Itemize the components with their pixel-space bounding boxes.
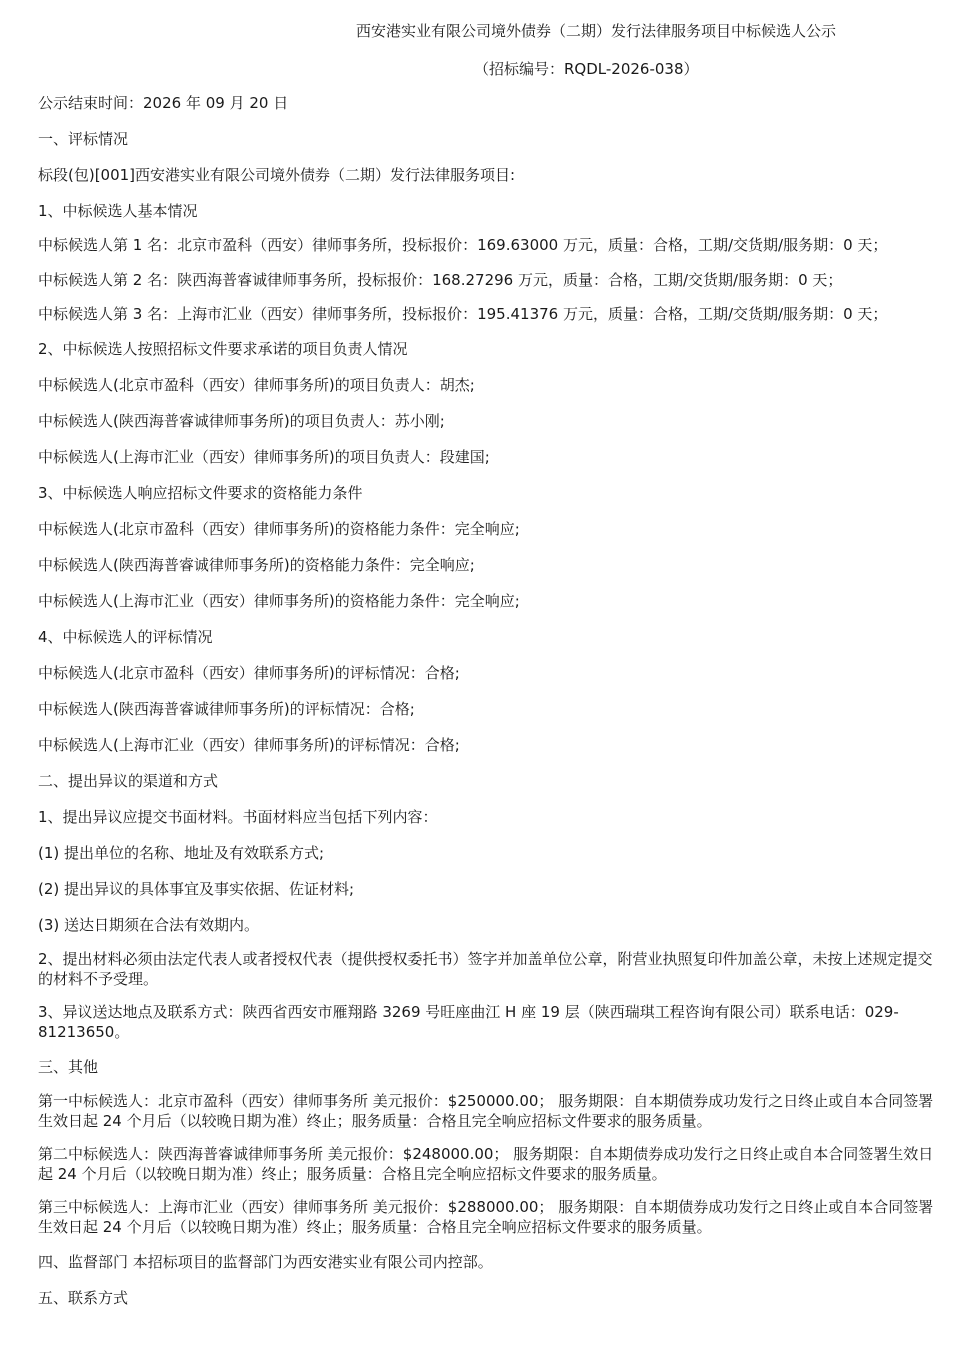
tender-number: （招标编号：RQDL-2026-038）	[474, 60, 699, 78]
document-title: 西安港实业有限公司境外债券（二期）发行法律服务项目中标候选人公示	[356, 22, 837, 40]
objection-item-1: 1、提出异议应提交书面材料。书面材料应当包括下列内容：	[38, 808, 438, 826]
qualification-1: 中标候选人(北京市盈科（西安）律师事务所)的资格能力条件：完全响应;	[38, 520, 520, 538]
evaluation-result-3: 中标候选人(上海市汇业（西安）律师事务所)的评标情况：合格;	[38, 736, 460, 754]
other-candidate-3: 第三中标候选人：上海市汇业（西安）律师事务所 美元报价：$288000.00； 服务期限：自本期债券成功发行之日终止或自本合同签署生效日起 24 个月后（以较晚日期为准）终止；服务质量：合格且完全响应招标文件要求的服务质量。	[38, 1198, 934, 1236]
section-heading-contact: 五、联系方式	[38, 1289, 129, 1307]
candidate-rank-3: 中标候选人第 3 名：上海市汇业（西安）律师事务所，投标报价：195.41376 万元，质量：合格，工期/交货期/服务期：0 天；	[38, 305, 888, 323]
publication-end-time: 公示结束时间：2026 年 09 月 20 日	[38, 94, 289, 112]
section-supervision: 四、监督部门 本招标项目的监督部门为西安港实业有限公司内控部。	[38, 1253, 493, 1271]
objection-item-1c: (3) 送达日期须在合法有效期内。	[38, 916, 260, 934]
subsection-heading-basic-info: 1、中标候选人基本情况	[38, 202, 198, 220]
project-leader-2: 中标候选人(陕西海普睿诚律师事务所)的项目负责人：苏小刚;	[38, 412, 445, 430]
evaluation-result-2: 中标候选人(陕西海普睿诚律师事务所)的评标情况：合格;	[38, 700, 415, 718]
subsection-heading-qualification: 3、中标候选人响应招标文件要求的资格能力条件	[38, 484, 363, 502]
subsection-heading-evaluation-result: 4、中标候选人的评标情况	[38, 628, 213, 646]
section-heading-other: 三、其他	[38, 1058, 99, 1076]
objection-item-2: 2、提出材料必须由法定代表人或者授权代表（提供授权委托书）签字并加盖单位公章，附营业执照复印件加盖公章，未按上述规定提交的材料不予受理。	[38, 950, 933, 988]
other-candidate-1: 第一中标候选人：北京市盈科（西安）律师事务所 美元报价：$250000.00； 服务期限：自本期债券成功发行之日终止或自本合同签署生效日起 24 个月后（以较晚日期为准）终止；服务质量：合格且完全响应招标文件要求的服务质量。	[38, 1092, 934, 1130]
objection-item-1b: (2) 提出异议的具体事宜及事实依据、佐证材料;	[38, 880, 355, 898]
objection-item-1a: (1) 提出单位的名称、地址及有效联系方式;	[38, 844, 325, 862]
candidate-rank-1: 中标候选人第 1 名：北京市盈科（西安）律师事务所，投标报价：169.63000 万元，质量：合格，工期/交货期/服务期：0 天；	[38, 236, 888, 254]
project-leader-1: 中标候选人(北京市盈科（西安）律师事务所)的项目负责人：胡杰;	[38, 376, 475, 394]
subsection-heading-project-leader: 2、中标候选人按照招标文件要求承诺的项目负责人情况	[38, 340, 408, 358]
section-heading-evaluation: 一、评标情况	[38, 130, 129, 148]
project-leader-3: 中标候选人(上海市汇业（西安）律师事务所)的项目负责人：段建国;	[38, 448, 490, 466]
qualification-2: 中标候选人(陕西海普睿诚律师事务所)的资格能力条件：完全响应;	[38, 556, 475, 574]
objection-item-3: 3、异议送达地点及联系方式：陕西省西安市雁翔路 3269 号旺座曲江 H 座 19 层（陕西瑞琪工程咨询有限公司）联系电话：029-81213650。	[38, 1003, 899, 1041]
section-heading-objection: 二、提出异议的渠道和方式	[38, 772, 219, 790]
qualification-3: 中标候选人(上海市汇业（西安）律师事务所)的资格能力条件：完全响应;	[38, 592, 520, 610]
lot-description: 标段(包)[001]西安港实业有限公司境外债券（二期）发行法律服务项目:	[38, 166, 516, 184]
evaluation-result-1: 中标候选人(北京市盈科（西安）律师事务所)的评标情况：合格;	[38, 664, 460, 682]
candidate-rank-2: 中标候选人第 2 名：陕西海普睿诚律师事务所，投标报价：168.27296 万元，质量：合格，工期/交货期/服务期：0 天；	[38, 271, 843, 289]
document	[38, 20, 938, 1309]
other-candidate-2: 第二中标候选人：陕西海普睿诚律师事务所 美元报价：$248000.00； 服务期限：自本期债券成功发行之日终止或自本合同签署生效日起 24 个月后（以较晚日期为准）终止；服务质量：合格且完全响应招标文件要求的服务质量。	[38, 1145, 934, 1183]
